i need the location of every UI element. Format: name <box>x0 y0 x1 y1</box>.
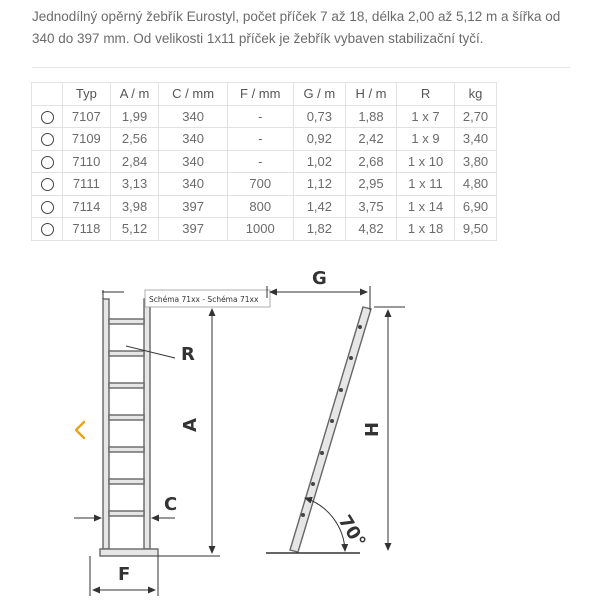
cell-f: 1000 <box>227 218 293 241</box>
cell-c: 340 <box>159 128 227 151</box>
cell-kg: 3,80 <box>455 150 497 173</box>
cell-g: 1,02 <box>293 150 345 173</box>
cell-a: 3,98 <box>110 195 159 218</box>
cell-type: 7107 <box>63 105 111 128</box>
cell-type: 7109 <box>63 128 111 151</box>
table-header-row <box>32 83 497 106</box>
cell-h: 4,82 <box>345 218 396 241</box>
divider <box>32 67 570 68</box>
cell-a: 3,13 <box>110 173 159 196</box>
schema-tooltip <box>145 290 270 307</box>
cell-kg: 4,80 <box>455 173 497 196</box>
cell-type: 7118 <box>63 218 111 241</box>
cell-c: 340 <box>159 105 227 128</box>
header-h: H / m <box>345 83 396 106</box>
dimension-label-h: H <box>362 421 383 437</box>
cell-f: 700 <box>227 173 293 196</box>
cell-g: 1,12 <box>293 173 345 196</box>
cell-r: 1 x 18 <box>397 218 455 241</box>
radio-icon[interactable] <box>41 201 54 214</box>
header-select <box>32 83 63 106</box>
cell-r: 1 x 9 <box>397 128 455 151</box>
angle-label: 70° <box>333 511 370 552</box>
cell-r: 1 x 10 <box>397 150 455 173</box>
cell-a: 5,12 <box>110 218 159 241</box>
cell-r: 1 x 11 <box>397 173 455 196</box>
header-kg: kg <box>455 83 497 106</box>
header-r: R <box>397 83 455 106</box>
ladder-schema <box>60 262 520 600</box>
table-row[interactable] <box>32 150 497 173</box>
cell-type: 7110 <box>63 150 111 173</box>
radio-icon[interactable] <box>41 133 54 146</box>
cell-h: 3,75 <box>345 195 396 218</box>
cell-a: 2,56 <box>110 128 159 151</box>
cell-kg: 3,40 <box>455 128 497 151</box>
cell-h: 2,68 <box>345 150 396 173</box>
header-c: C / mm <box>159 83 227 106</box>
radio-icon[interactable] <box>41 178 54 191</box>
table-row[interactable] <box>32 128 497 151</box>
cell-f: - <box>227 105 293 128</box>
radio-icon[interactable] <box>41 223 54 236</box>
cell-g: 0,73 <box>293 105 345 128</box>
cell-a: 1,99 <box>110 105 159 128</box>
cell-type: 7111 <box>63 173 111 196</box>
cell-kg: 2,70 <box>455 105 497 128</box>
cell-r: 1 x 7 <box>397 105 455 128</box>
dimension-label-a: A <box>180 418 201 432</box>
cell-a: 2,84 <box>110 150 159 173</box>
header-f: F / mm <box>227 83 293 106</box>
cell-kg: 6,90 <box>455 195 497 218</box>
cell-f: - <box>227 150 293 173</box>
cell-r: 1 x 14 <box>397 195 455 218</box>
cell-g: 0,92 <box>293 128 345 151</box>
cell-h: 2,95 <box>345 173 396 196</box>
cell-c: 397 <box>159 195 227 218</box>
dimension-label-g: G <box>312 268 327 289</box>
table-row[interactable] <box>32 173 497 196</box>
dimension-label-r: R <box>181 344 195 365</box>
header-type: Typ <box>63 83 111 106</box>
cell-g: 1,42 <box>293 195 345 218</box>
table-row[interactable] <box>32 218 497 241</box>
dimension-label-f: F <box>118 564 131 585</box>
cell-f: - <box>227 128 293 151</box>
cell-c: 397 <box>159 218 227 241</box>
table-row[interactable] <box>32 195 497 218</box>
ladder-front-view <box>100 299 158 556</box>
radio-icon[interactable] <box>41 111 54 124</box>
cell-h: 1,88 <box>345 105 396 128</box>
cell-type: 7114 <box>63 195 111 218</box>
header-a: A / m <box>110 83 159 106</box>
tooltip-text: Schéma 71xx - Schéma 71xx <box>149 295 259 304</box>
cell-c: 340 <box>159 173 227 196</box>
cell-h: 2,42 <box>345 128 396 151</box>
table-row[interactable] <box>32 105 497 128</box>
dimension-label-c: C <box>164 494 178 515</box>
product-description: Jednodílný opěrný žebřík Eurostyl, počet příček 7 až 18, délka 2,00 až 5,12 m a šířka od 340 do 397 mm. Od velikosti 1x11 příček je žebřík vybaven stabilizační tyčí. <box>32 9 561 46</box>
cell-f: 800 <box>227 195 293 218</box>
header-g: G / m <box>293 83 345 106</box>
radio-icon[interactable] <box>41 156 54 169</box>
cell-g: 1,82 <box>293 218 345 241</box>
cell-c: 340 <box>159 150 227 173</box>
spec-table <box>31 82 497 241</box>
cell-kg: 9,50 <box>455 218 497 241</box>
